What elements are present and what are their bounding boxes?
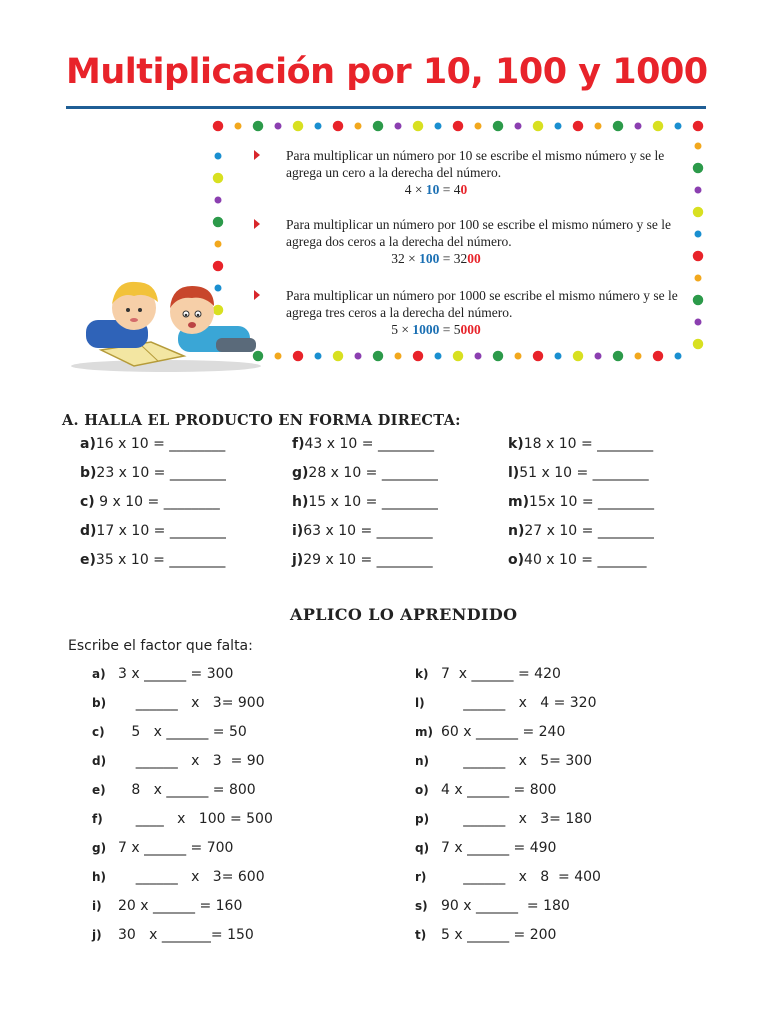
exercise-b-r	[415, 869, 601, 885]
exercise-label: s)	[415, 899, 428, 913]
exercise-b-a	[92, 666, 233, 682]
exercise-a-b	[80, 465, 226, 481]
exercise-label: n)	[415, 754, 430, 768]
exercise-expression: ______ x 4 = 320	[441, 695, 597, 711]
border-dot	[675, 353, 682, 360]
rule-example: 5 × 1000 = 5000	[391, 322, 481, 337]
exercise-expression: 20 x ______ = 160	[118, 898, 243, 914]
exercise-b-b	[92, 695, 265, 711]
border-dot	[692, 120, 704, 132]
exercise-b-f	[92, 811, 273, 827]
exercise-expression: 28 x 10 = ________	[308, 465, 438, 481]
exercise-expression: ______ x 8 = 400	[441, 869, 601, 885]
exercise-expression: 27 x 10 = ________	[524, 523, 654, 539]
exercise-expression: ____ x 100 = 500	[118, 811, 273, 827]
exercise-label: h)	[92, 870, 107, 884]
rule-1000	[266, 287, 696, 338]
exercise-label: f)	[292, 436, 305, 452]
border-dot	[475, 123, 482, 130]
border-dot	[695, 275, 702, 282]
exercise-label: o)	[508, 552, 525, 568]
exercise-b-l	[415, 695, 597, 711]
exercise-b-h	[92, 869, 265, 885]
rule-example: 32 × 100 = 3200	[391, 251, 481, 266]
border-dot	[435, 123, 442, 130]
exercise-label: o)	[415, 783, 429, 797]
exercise-expression: 5 x ______ = 200	[441, 927, 557, 943]
border-dot	[372, 120, 384, 132]
border-dot	[315, 123, 322, 130]
exercise-label: l)	[508, 465, 520, 481]
exercise-expression: 15 x 10 = ________	[308, 494, 438, 510]
exercise-expression: 16 x 10 = ________	[95, 436, 226, 452]
exercise-label: g)	[92, 841, 107, 855]
title-underline	[66, 106, 706, 109]
exercise-label: t)	[415, 928, 427, 942]
border-dot	[532, 120, 544, 132]
exercise-a-h	[292, 494, 438, 510]
exercise-a-g	[292, 465, 438, 481]
exercise-b-m	[415, 724, 565, 740]
section-b-heading: APLICO LO APRENDIDO	[290, 605, 518, 624]
exercise-a-l	[508, 465, 649, 481]
exercise-b-n	[415, 753, 592, 769]
exercise-b-j	[92, 927, 254, 943]
exercise-label: l)	[415, 696, 425, 710]
exercise-expression: 40 x 10 = _______	[524, 552, 647, 568]
exercise-b-c	[92, 724, 247, 740]
border-dot	[372, 350, 384, 362]
exercise-label: d)	[92, 754, 107, 768]
exercise-label: j)	[292, 552, 304, 568]
exercise-expression: 3 x ______ = 300	[118, 666, 234, 682]
border-dot	[395, 353, 402, 360]
border-dot	[635, 353, 642, 360]
kids-reading-illustration	[66, 258, 266, 373]
exercise-a-d	[80, 523, 226, 539]
rule-10	[266, 147, 696, 198]
border-dot	[452, 350, 464, 362]
exercise-label: i)	[92, 899, 102, 913]
exercise-expression: 30 x _______= 150	[118, 927, 254, 943]
border-dot	[595, 123, 602, 130]
exercise-a-j	[292, 552, 433, 568]
exercise-expression: 7 x ______ = 700	[118, 840, 234, 856]
exercise-a-c	[80, 494, 220, 510]
rule-text: Para multiplicar un número por 100 se escribe el mismo número y se le agrega dos ceros a la derecha del número.	[286, 217, 672, 249]
border-dot	[475, 353, 482, 360]
exercise-label: k)	[508, 436, 524, 452]
exercise-label: k)	[415, 667, 429, 681]
exercise-label: c)	[92, 725, 105, 739]
exercise-label: m)	[508, 494, 529, 510]
border-dot	[452, 120, 464, 132]
exercise-expression: 15x 10 = ________	[529, 494, 654, 510]
exercise-expression: 29 x 10 = ________	[303, 552, 433, 568]
exercise-label: e)	[92, 783, 106, 797]
rule-text: Para multiplicar un número por 10 se escribe el mismo número y se le agrega un cero a la derecha del número.	[286, 148, 665, 180]
exercise-expression: 35 x 10 = ________	[95, 552, 226, 568]
border-dot	[492, 120, 504, 132]
bullet-icon	[254, 150, 260, 160]
border-dot	[412, 120, 424, 132]
border-dot	[215, 197, 222, 204]
exercise-a-f	[292, 436, 434, 452]
border-dot	[675, 123, 682, 130]
exercise-label: p)	[415, 812, 430, 826]
exercise-label: i)	[292, 523, 304, 539]
exercise-expression: ______ x 3 = 90	[118, 753, 265, 769]
border-dot	[292, 120, 304, 132]
border-dot	[212, 216, 224, 228]
section-b-instruction: Escribe el factor que falta:	[68, 638, 253, 654]
exercise-label: m)	[415, 725, 433, 739]
exercise-label: q)	[415, 841, 430, 855]
exercise-label: e)	[80, 552, 96, 568]
border-dot	[652, 120, 664, 132]
border-dot	[435, 353, 442, 360]
exercise-a-a	[80, 436, 225, 452]
exercise-b-p	[415, 811, 592, 827]
border-dot	[275, 353, 282, 360]
exercise-expression: ______ x 3= 180	[441, 811, 593, 827]
border-dot	[395, 123, 402, 130]
border-dot	[252, 120, 264, 132]
exercise-b-g	[92, 840, 233, 856]
exercise-b-i	[92, 898, 242, 914]
bullet-icon	[254, 219, 260, 229]
border-dot	[492, 350, 504, 362]
exercise-expression: 63 x 10 = ________	[303, 523, 433, 539]
border-dot	[235, 123, 242, 130]
exercise-a-k	[508, 436, 653, 452]
exercise-expression: 60 x ______ = 240	[441, 724, 566, 740]
border-dot	[652, 350, 664, 362]
exercise-b-k	[415, 666, 561, 682]
exercise-expression: 51 x 10 = ________	[519, 465, 649, 481]
exercise-label: n)	[508, 523, 525, 539]
border-dot	[292, 350, 304, 362]
exercise-expression: 7 x ______ = 420	[441, 666, 561, 682]
exercise-label: r)	[415, 870, 427, 884]
border-dot	[532, 350, 544, 362]
border-dot	[612, 120, 624, 132]
section-a-heading: A. HALLA EL PRODUCTO EN FORMA DIRECTA:	[62, 412, 461, 429]
rule-100	[266, 216, 696, 267]
exercise-a-e	[80, 552, 225, 568]
border-dot	[212, 172, 224, 184]
exercise-expression: 17 x 10 = ________	[96, 523, 226, 539]
exercise-label: h)	[292, 494, 309, 510]
exercise-expression: 9 x 10 = ________	[94, 494, 220, 510]
exercise-label: b)	[92, 696, 107, 710]
exercise-expression: 18 x 10 = ________	[523, 436, 654, 452]
exercise-a-n	[508, 523, 654, 539]
exercise-expression: 4 x ______ = 800	[441, 782, 557, 798]
exercise-label: g)	[292, 465, 309, 481]
exercise-label: f)	[92, 812, 103, 826]
exercise-expression: ______ x 5= 300	[441, 753, 593, 769]
rule-text: Para multiplicar un número por 1000 se escribe el mismo número y se le agrega tres ceros a la derecha del número.	[286, 288, 678, 320]
exercise-b-o	[415, 782, 556, 798]
exercise-a-i	[292, 523, 433, 539]
exercise-label: j)	[92, 928, 102, 942]
border-dot	[332, 120, 344, 132]
exercise-a-m	[508, 494, 654, 510]
border-dot	[515, 123, 522, 130]
exercise-label: d)	[80, 523, 97, 539]
exercise-expression: 90 x ______ = 180	[441, 898, 570, 914]
border-dot	[315, 353, 322, 360]
exercise-expression: 7 x ______ = 490	[441, 840, 557, 856]
border-dot	[595, 353, 602, 360]
border-dot	[355, 353, 362, 360]
exercise-b-d	[92, 753, 265, 769]
rule-example: 4 × 10 = 40	[404, 182, 468, 197]
exercise-label: b)	[80, 465, 97, 481]
border-dot	[572, 120, 584, 132]
border-dot	[572, 350, 584, 362]
border-dot	[215, 153, 222, 160]
border-dot	[355, 123, 362, 130]
exercise-expression: 43 x 10 = ________	[304, 436, 434, 452]
border-dot	[635, 123, 642, 130]
exercise-label: a)	[92, 667, 106, 681]
exercise-expression: 5 x ______ = 50	[118, 724, 247, 740]
exercise-b-e	[92, 782, 256, 798]
border-dot	[215, 241, 222, 248]
border-dot	[275, 123, 282, 130]
border-dot	[212, 120, 224, 132]
exercise-expression: ______ x 3= 600	[118, 869, 265, 885]
exercise-expression: ______ x 3= 900	[118, 695, 265, 711]
exercise-label: a)	[80, 436, 96, 452]
exercise-label: c)	[80, 494, 95, 510]
border-dot	[692, 338, 704, 350]
border-dot	[555, 353, 562, 360]
border-dot	[332, 350, 344, 362]
exercise-b-s	[415, 898, 570, 914]
border-dot	[412, 350, 424, 362]
exercise-b-q	[415, 840, 556, 856]
border-dot	[555, 123, 562, 130]
exercise-expression: 8 x ______ = 800	[118, 782, 256, 798]
border-dot	[515, 353, 522, 360]
exercise-a-o	[508, 552, 646, 568]
exercise-b-t	[415, 927, 556, 943]
border-dot	[612, 350, 624, 362]
page-title: Multiplicación por 10, 100 y 1000	[66, 52, 708, 92]
exercise-expression: 23 x 10 = ________	[96, 465, 226, 481]
